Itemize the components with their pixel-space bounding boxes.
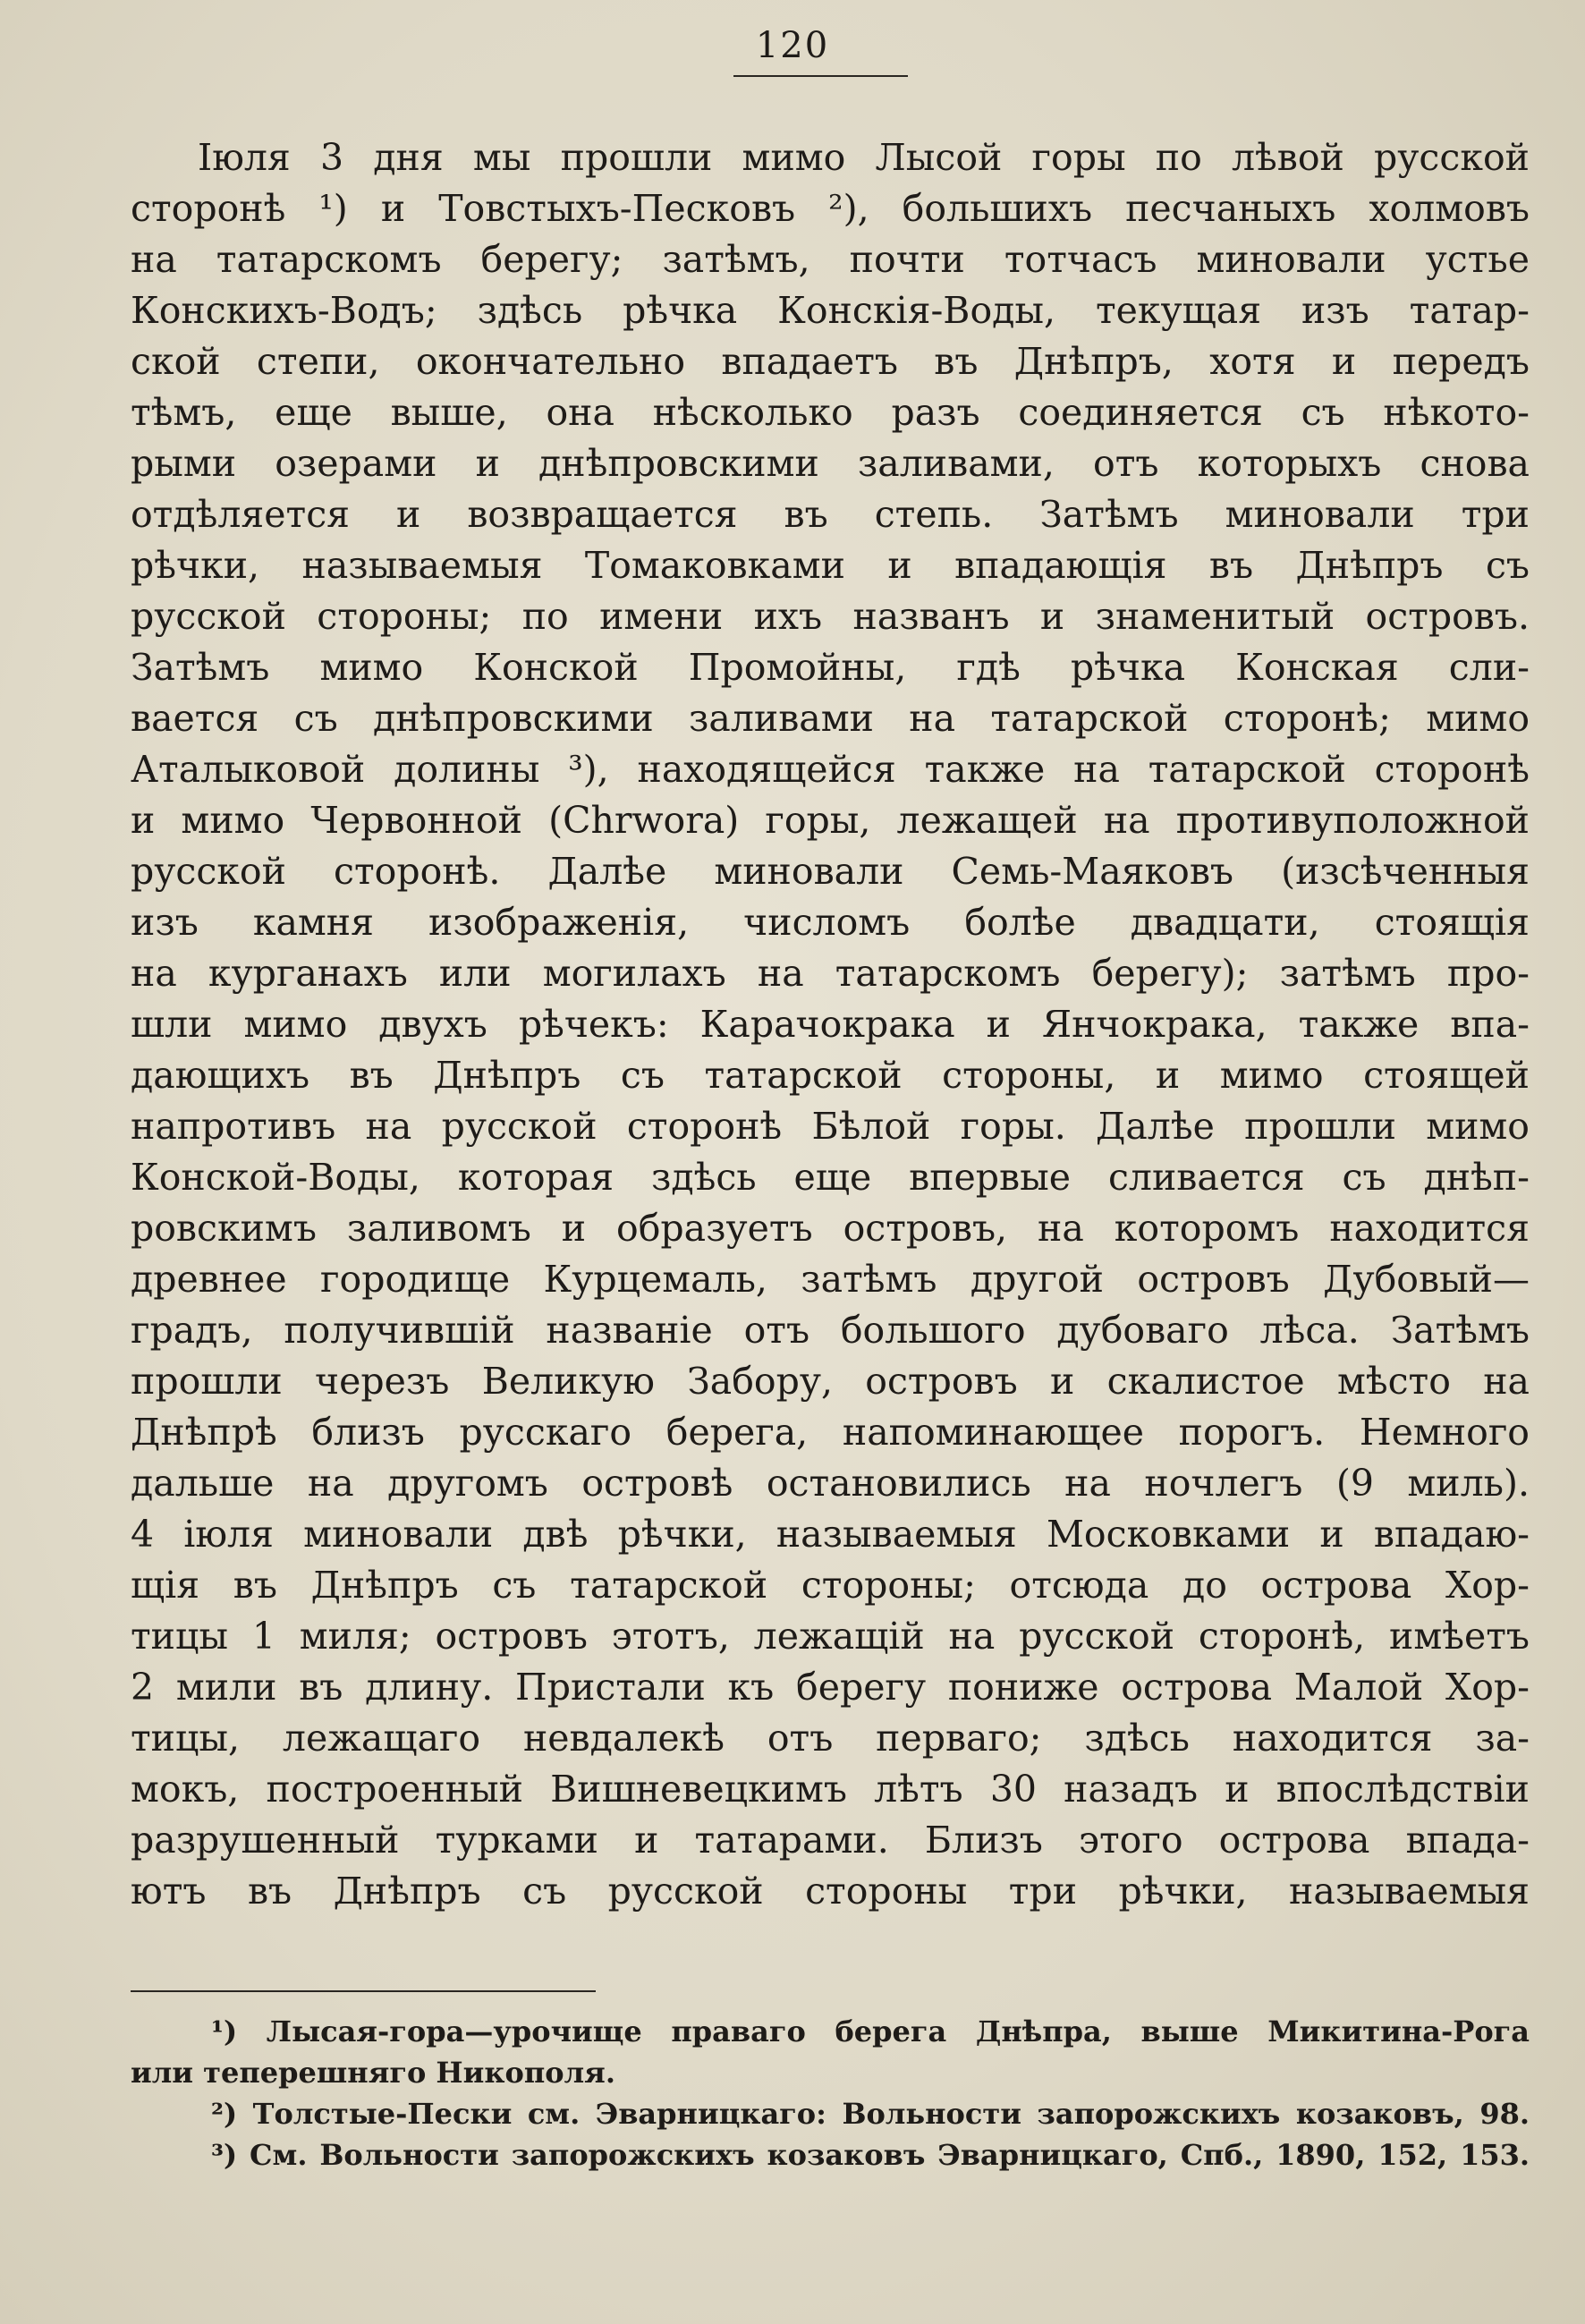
text-line: Аталыковой долины ³), находящейся также на татарской сторонѣ: [131, 748, 1530, 791]
footnote-rule: [131, 1990, 596, 1992]
main-paragraph: [131, 132, 1530, 1917]
text-line: мокъ, построенный Вишневецкимъ лѣтъ 30 назадъ и впослѣдствiи: [131, 1768, 1530, 1811]
text-line: Днѣпрѣ близъ русскаго берега, напоминающее порогъ. Немного: [131, 1411, 1530, 1454]
page-number-rule: [733, 75, 908, 77]
text-line: ютъ въ Днѣпръ съ русской стороны три рѣчки, называемыя: [131, 1870, 1530, 1913]
text-line: 4 iюля миновали двѣ рѣчки, называемыя Московками и впадаю-: [131, 1513, 1530, 1556]
text-line: русской стороны; по имени ихъ названъ и знаменитый островъ.: [131, 595, 1530, 638]
page-number: 120: [755, 25, 830, 66]
text-line: шли мимо двухъ рѣчекъ: Карачокрака и Янчокрака, также впа-: [131, 1003, 1530, 1046]
text-line: тицы 1 миля; островъ этотъ, лежащiй на русской сторонѣ, имѣетъ: [131, 1615, 1530, 1658]
text-line: градъ, получившiй названiе отъ большого дубоваго лѣса. Затѣмъ: [131, 1309, 1530, 1352]
text-line: Затѣмъ мимо Конской Промойны, гдѣ рѣчка Конская сли-: [131, 646, 1530, 689]
text-line: ровскимъ заливомъ и образуетъ островъ, на которомъ находится: [131, 1207, 1530, 1250]
text-line: сторонѣ ¹) и Товстыхъ-Песковъ ²), большихъ песчаныхъ холмовъ: [131, 187, 1530, 230]
text-line: рѣчки, называемыя Томаковками и впадающiя въ Днѣпръ съ: [131, 544, 1530, 587]
text-line: на курганахъ или могилахъ на татарскомъ берегу); затѣмъ про-: [131, 952, 1530, 995]
footnotes: [131, 2011, 1530, 2176]
text-line: ской степи, окончательно впадаетъ въ Днѣпръ, хотя и передъ: [131, 340, 1530, 383]
footnote-1-continuation: или теперешняго Никополя.: [131, 2056, 615, 2090]
text-line: прошли черезъ Великую Забору, островъ и скалистое мѣсто на: [131, 1360, 1530, 1403]
text-line: вается съ днѣпровскими заливами на татарской сторонѣ; мимо: [131, 697, 1530, 740]
text-line: изъ камня изображенiя, числомъ болѣе двадцати, стоящiя: [131, 901, 1530, 944]
text-line: дальше на другомъ островѣ остановились на ночлегъ (9 миль).: [131, 1462, 1530, 1505]
text-line: Iюля 3 дня мы прошли мимо Лысой горы по лѣвой русской: [198, 136, 1530, 179]
text-line: щiя въ Днѣпръ съ татарской стороны; отсюда до острова Хор-: [131, 1564, 1530, 1607]
footnote-2: ²) Толстые-Пески см. Эварницкаго: Вольности запорожскихъ козаковъ, 98.: [211, 2097, 1530, 2131]
footnote-1: ¹) Лысая-гора—урочище праваго берега Днѣпра, выше Микитина-Рога: [211, 2014, 1530, 2048]
text-line: русской сторонѣ. Далѣе миновали Семь-Маяковъ (изсѣченныя: [131, 850, 1530, 893]
text-line: напротивъ на русской сторонѣ Бѣлой горы. Далѣе прошли мимо: [131, 1105, 1530, 1148]
text-line: разрушенный турками и татарами. Близъ этого острова впада-: [131, 1819, 1530, 1862]
text-line: и мимо Червонной (Chrwora) горы, лежащей на противуположной: [131, 799, 1530, 842]
text-line: рыми озерами и днѣпровскими заливами, отъ которыхъ снова: [131, 442, 1530, 485]
text-line: Конскихъ-Водъ; здѣсь рѣчка Конскiя-Воды, текущая изъ татар-: [131, 289, 1530, 332]
footnote-3: ³) См. Вольности запорожскихъ козаковъ Эварницкаго, Спб., 1890, 152, 153.: [211, 2138, 1530, 2172]
text-line: отдѣляется и возвращается въ степь. Затѣмъ миновали три: [131, 493, 1530, 536]
text-line: дающихъ въ Днѣпръ съ татарской стороны, и мимо стоящей: [131, 1054, 1530, 1097]
text-line: тѣмъ, еще выше, она нѣсколько разъ соединяется съ нѣкото-: [131, 391, 1530, 434]
text-line: Конской-Воды, которая здѣсь еще впервые сливается съ днѣп-: [131, 1156, 1530, 1199]
text-line: на татарскомъ берегу; затѣмъ, почти тотчасъ миновали устье: [131, 238, 1530, 281]
text-line: 2 мили въ длину. Пристали къ берегу пониже острова Малой Хор-: [131, 1666, 1530, 1709]
text-line: древнее городище Курцемаль, затѣмъ другой островъ Дубовый—: [131, 1258, 1530, 1301]
text-line: тицы, лежащаго невдалекѣ отъ перваго; здѣсь находится за-: [131, 1717, 1530, 1760]
